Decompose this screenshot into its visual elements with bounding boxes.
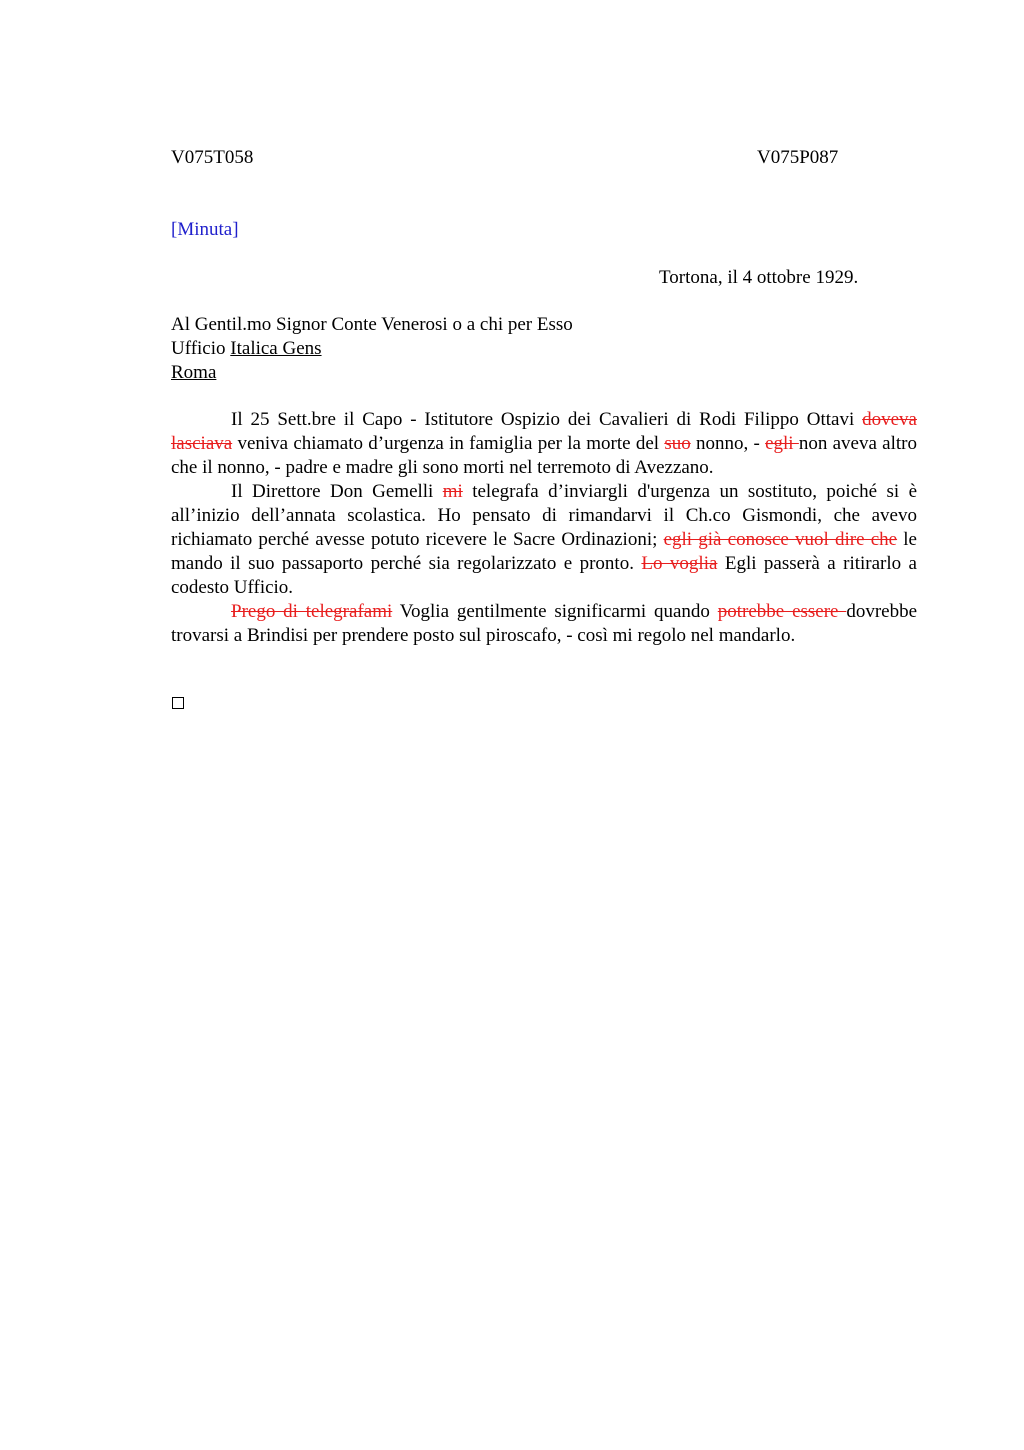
paragraph-text: Egli passerà a ritirarlo a codesto Ufficio. (171, 553, 917, 598)
deleted-text: suo (664, 433, 691, 454)
deleted-text: Prego di telegrafami (231, 601, 393, 622)
letter-date: Tortona, il 4 ottobre 1929. (659, 267, 859, 288)
body-paragraph (171, 600, 917, 648)
paragraph-text: Voglia gentilmente significarmi quando (392, 601, 718, 622)
paragraph-text: non aveva altro che il nonno, - padre e madre gli sono morti nel terremoto di Avezzano. (171, 433, 918, 478)
address-office-name: Italica Gens (230, 338, 322, 359)
draft-note: [Minuta] (171, 219, 239, 240)
deleted-text: Lo voglia (641, 553, 718, 574)
deleted-text: potrebbe essere (717, 601, 847, 622)
deleted-text: doveva lasciava (171, 409, 917, 454)
letter-body (171, 408, 917, 648)
paragraph-text: le mando il suo passaporto perché sia regolarizzato e pronto. (171, 529, 917, 574)
document-reference-left: V075T058 (171, 147, 254, 168)
address-city: Roma (171, 362, 217, 383)
body-paragraph (171, 480, 917, 600)
address-line-2 (171, 337, 573, 361)
paragraph-text: dovrebbe trovarsi a Brindisi per prendere posto sul piroscafo, - così mi regolo nel mandarlo. (171, 601, 918, 646)
deleted-text: mi (442, 481, 463, 502)
address-office-prefix: Ufficio (171, 338, 231, 359)
checkbox-square (172, 697, 184, 709)
recipient-address (171, 313, 573, 385)
paragraph-text: Il Direttore Don Gemelli (231, 481, 443, 502)
deleted-text: egli già conosce vuol dire che (663, 529, 898, 550)
paragraph-text: telegrafa d’inviargli d'urgenza un sostituto, poiché si è all’inizio dell’annata scolastica. Ho pensato di rimandarvi il Ch.co Gismondi, che avevo richiamato perché avesse potuto ricevere le Sacre Ordinazioni; (171, 481, 917, 550)
paragraph-text: veniva chiamato d’urgenza in famiglia per la morte del (232, 433, 665, 454)
paragraph-text: nonno, - (690, 433, 766, 454)
document-reference-right: V075P087 (757, 147, 839, 168)
address-line-1: Al Gentil.mo Signor Conte Venerosi o a chi per Esso (171, 314, 573, 335)
paragraph-text: Il 25 Sett.bre il Capo - Istitutore Ospizio dei Cavalieri di Rodi Filippo Ottavi (231, 409, 863, 430)
deleted-text: egli (765, 433, 799, 454)
body-paragraph (171, 408, 917, 480)
